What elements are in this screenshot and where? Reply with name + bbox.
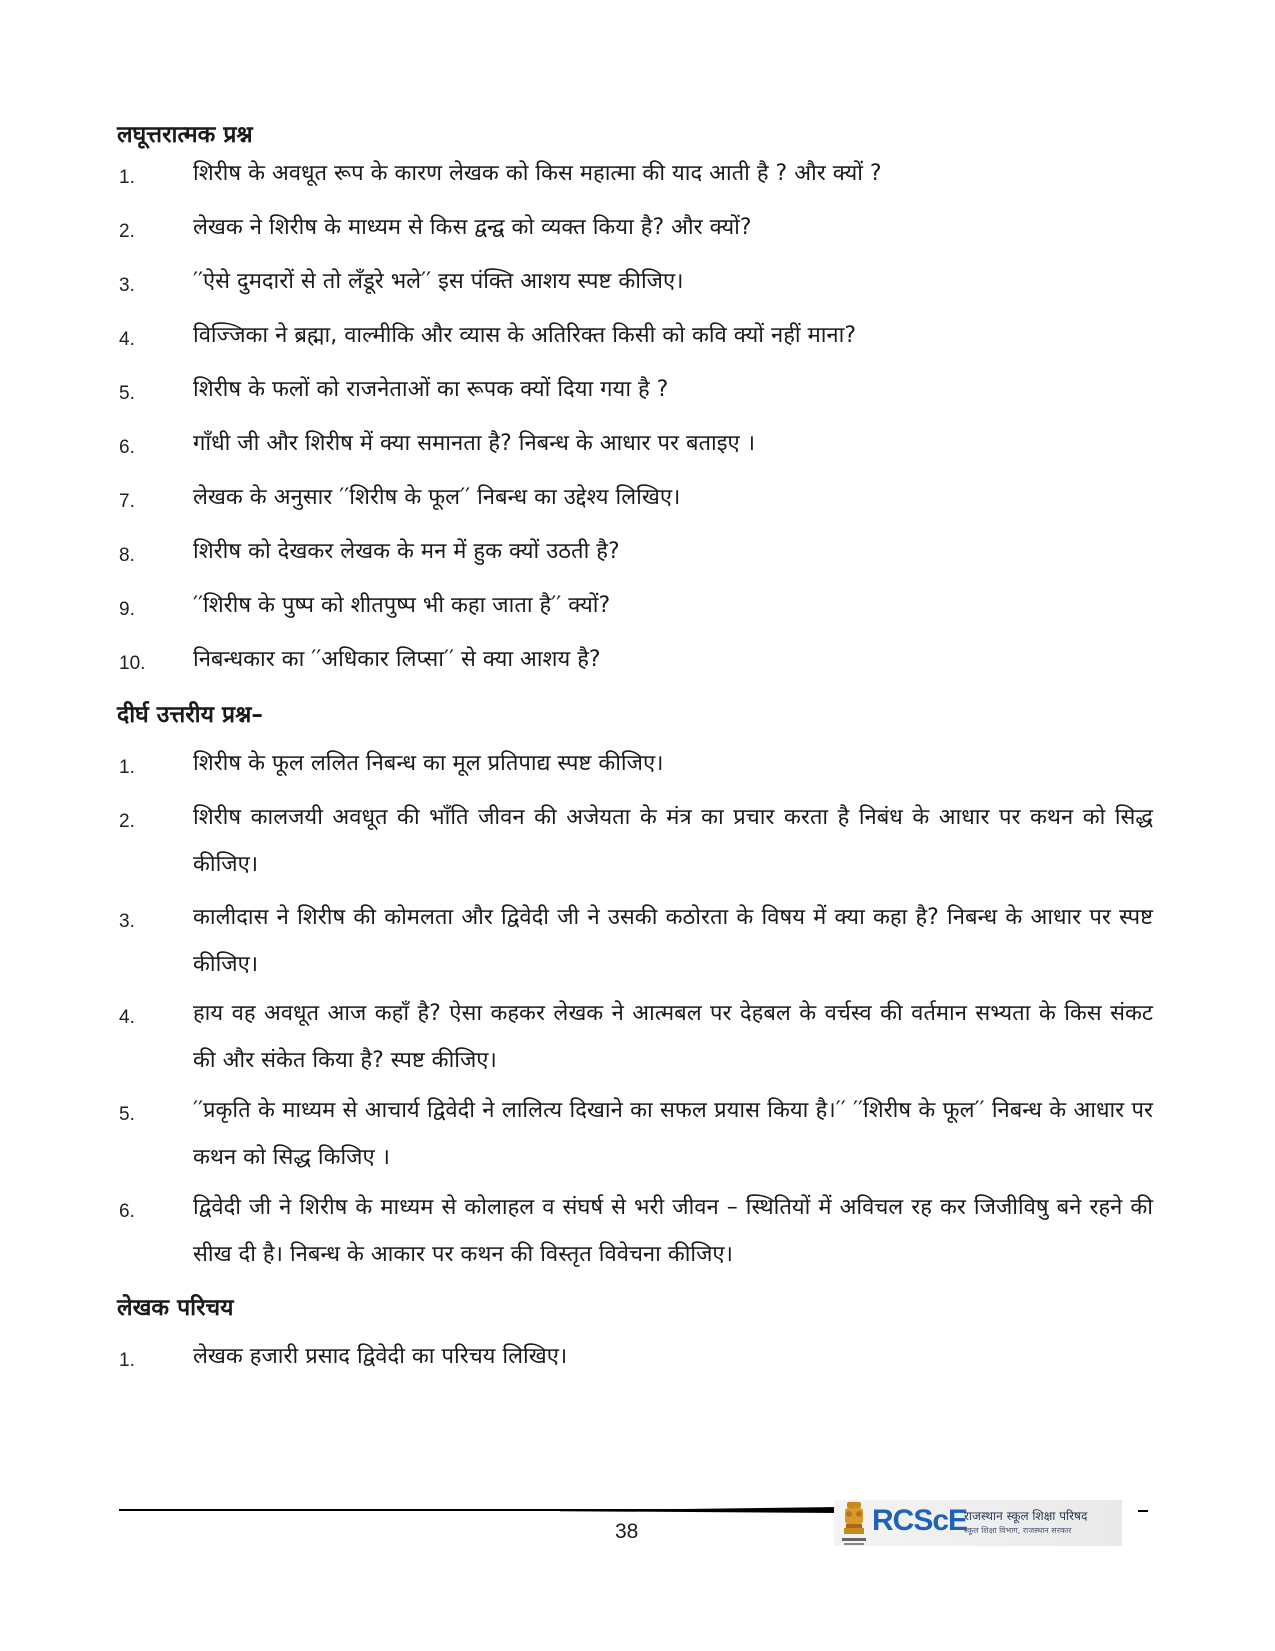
question-text: ′′प्रकृति के माध्यम से आचार्य द्विवेदी ने लालित्य दिखाने का सफल प्रयास किया है।′′ ′′शिरीष के फूल′′ निबन्ध के आधार पर कथन को सिद्ध किजिए । — [193, 1098, 1153, 1170]
question-text: निबन्धकार का ′′अधिकार लिप्सा′′ से क्या आशय है? — [193, 647, 601, 672]
question-number: 7. — [119, 491, 135, 512]
question-number: 3. — [119, 911, 135, 932]
question-text: ′′ऐसे दुमदारों से तो लँडूरे भले′′ इस पंक्ति आशय स्पष्ट कीजिए। — [193, 269, 684, 294]
section-heading-author: लेखक परिचय — [117, 1295, 234, 1321]
question-text: शिरीष के अवधूत रूप के कारण लेखक को किस महात्मा की याद आती है ? और क्यों ? — [193, 161, 882, 186]
question-text: कालीदास ने शिरीष की कोमलता और द्विवेदी जी ने उसकी कठोरता के विषय में क्या कहा है? निबन्ध के आधार पर स्पष्ट कीजिए। — [193, 905, 1154, 977]
state-emblem-icon — [838, 1500, 870, 1548]
question-text: विज्जिका ने ब्रह्मा, वाल्मीकि और व्यास के अतिरिक्त किसी को कवि क्यों नहीं माना? — [193, 323, 857, 348]
question-text: शिरीष के फलों को राजनेताओं का रूपक क्यों दिया गया है ? — [193, 377, 669, 402]
question-text: गाँधी जी और शिरीष में क्या समानता है? निबन्ध के आधार पर बताइए । — [193, 431, 756, 456]
footer-rule-end — [1138, 1510, 1148, 1512]
question-text: लेखक ने शिरीष के माध्यम से किस द्वन्द्व को व्यक्त किया है? और क्यों? — [193, 215, 752, 240]
page-number: 38 — [615, 1520, 639, 1543]
question-text: लेखक के अनुसार ′′शिरीष के फूल′′ निबन्ध का उद्देश्य लिखिए। — [193, 485, 681, 510]
question-text: शिरीष कालजयी अवधूत की भाँति जीवन की अजेयता के मंत्र का प्रचार करता है निबंध के आधार पर कथन को सिद्ध कीजिए। — [193, 805, 1153, 877]
question-number: 1. — [119, 757, 135, 778]
question-number: 2. — [119, 221, 135, 242]
question-number: 5. — [119, 1104, 135, 1125]
question-number: 1. — [119, 167, 135, 188]
question-number: 4. — [119, 329, 135, 350]
question-text: द्विवेदी जी ने शिरीष के माध्यम से कोलाहल व संघर्ष से भरी जीवन – स्थितियों में अविचल रह कर जिजीविषु बने रहने की सीख दी है। निबन्ध के आकार पर कथन की विस्तृत विवेचना कीजिए। — [193, 1195, 1153, 1267]
question-number: 3. — [119, 275, 135, 296]
question-number: 10. — [119, 653, 146, 674]
question-number: 2. — [119, 811, 135, 832]
question-text: ′′शिरीष के पुष्प को शीतपुष्प भी कहा जाता है′′ क्यों? — [193, 593, 611, 618]
section-heading-short-answer: लघूत्तरात्मक प्रश्न — [117, 122, 253, 148]
question-text: शिरीष के फूल ललित निबन्ध का मूल प्रतिपाद्य स्पष्ट कीजिए। — [193, 751, 664, 776]
question-text: हाय वह अवधूत आज कहाँ है? ऐसा कहकर लेखक ने आत्मबल पर देहबल के वर्चस्व की वर्तमान सभ्यता के किस संकट की और संकेत किया है? स्पष्ट कीजिए। — [193, 1001, 1153, 1073]
question-text: लेखक हजारी प्रसाद द्विवेदी का परिचय लिखिए। — [193, 1344, 568, 1369]
question-number: 8. — [119, 545, 135, 566]
question-text: शिरीष को देखकर लेखक के मन में हुक क्यों उठती है? — [193, 539, 620, 564]
question-number: 5. — [119, 383, 135, 404]
logo-subtitle: राजस्थान स्कूल शिक्षा परिषद — [964, 1509, 1088, 1523]
logo-text: RCScE — [872, 1504, 968, 1537]
section-heading-long-answer: दीर्घ उत्तरीय प्रश्न– — [117, 702, 263, 728]
logo-subtitle-small: स्कूल शिक्षा विभाग, राजस्थान सरकार — [964, 1526, 1072, 1535]
question-number: 6. — [119, 437, 135, 458]
question-number: 6. — [119, 1201, 135, 1222]
question-number: 4. — [119, 1007, 135, 1028]
question-number: 9. — [119, 599, 135, 620]
question-number: 1. — [119, 1350, 135, 1371]
